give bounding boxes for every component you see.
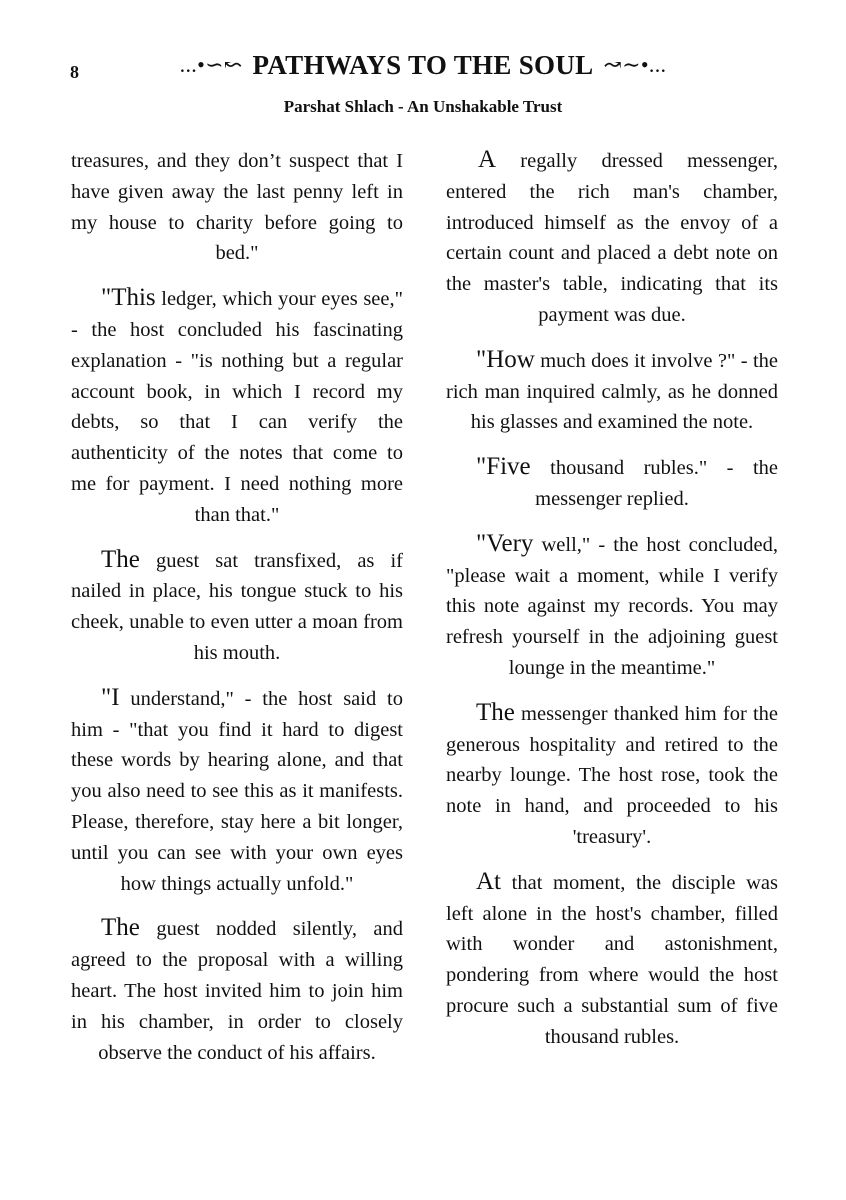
paragraph-text: well," - the host concluded, "please wait a moment, while I verify this note against my records. You may refresh yourself in the adjoining guest lounge in the meantime." <box>446 533 778 679</box>
paragraph-text: guest nodded silently, and agreed to the proposal with a willing heart. The host invited him to join him in his chamber, in order to closely observe the conduct of his affairs. <box>71 918 403 1064</box>
paragraph <box>71 145 403 269</box>
paragraph-lead-word: "How <box>476 345 535 373</box>
paragraph-text: regally dressed messenger, entered the rich man's chamber, introduced himself as the envoy of a certain count and placed a debt note on the master's table, indicating that its payment was due. <box>446 150 778 326</box>
paragraph <box>71 283 403 530</box>
paragraph-lead-word: The <box>101 545 140 573</box>
paragraph <box>446 145 778 331</box>
paragraph-lead-word: "This <box>101 284 156 312</box>
ornament-right-icon: ↝∼•... <box>603 52 667 77</box>
paragraph-lead-word: The <box>476 698 515 726</box>
book-title: PATHWAYS TO THE SOUL <box>252 50 594 80</box>
paragraph-text: ledger, which your eyes see," - the host concluded his fascinating explanation - "is nothing but a regular account book, in which I record my debts, so that I can verify the authenticity of the notes that come to me for payment. I need nothing more than that." <box>71 288 403 526</box>
paragraph <box>446 529 778 684</box>
paragraph-lead-word: The <box>101 914 140 942</box>
paragraph <box>71 683 403 900</box>
paragraph-text: messenger thanked him for the generous hospitality and retired to the nearby lounge. The host rose, took the note in hand, and proceeded to his 'treasury'. <box>446 702 778 848</box>
paragraph-text: understand," - the host said to him - "that you find it hard to digest these words by hearing alone, and that you also need to see this as it manifests. Please, therefore, stay here a bit longer, until you can see with your own eyes how things actually unfold." <box>71 687 403 895</box>
paragraph <box>446 698 778 853</box>
paragraph <box>71 545 403 669</box>
paragraph-text: thousand rubles." - the messenger replied. <box>530 457 778 510</box>
chapter-subtitle: Parshat Shlach - An Unshakable Trust <box>283 97 563 116</box>
paragraph-lead-word: "Very <box>476 529 534 557</box>
paragraph-lead-word: "Five <box>476 453 531 481</box>
left-column <box>71 145 403 1082</box>
paragraph <box>446 345 778 438</box>
paragraph-lead-word: "I <box>101 683 120 711</box>
paragraph-lead-word: At <box>476 867 501 895</box>
paragraph-text: guest sat transfixed, as if nailed in place, his tongue stuck to his cheek, unable to even utter a moan from his mouth. <box>71 549 403 664</box>
paragraph <box>446 452 778 515</box>
paragraph <box>71 913 403 1068</box>
paragraph <box>446 867 778 1053</box>
paragraph-lead-word: A <box>478 146 497 173</box>
right-column <box>446 145 778 1067</box>
paragraph-text: treasures, and they don’t suspect that I have given away the last penny left in my house to charity before going to bed." <box>71 150 403 265</box>
paragraph-text: that moment, the disciple was left alone in the host's chamber, filled with wonder and astonishment, pondering from where would the host procure such a substantial sum of five thousand rubles. <box>446 871 778 1048</box>
paragraph-text: much does it involve ?" - the rich man inquired calmly, as he donned his glasses and examined the note. <box>446 349 778 434</box>
ornament-left-icon: ...•∽↜ <box>179 52 243 77</box>
page-number: 8 <box>70 62 79 82</box>
running-title <box>0 50 846 81</box>
